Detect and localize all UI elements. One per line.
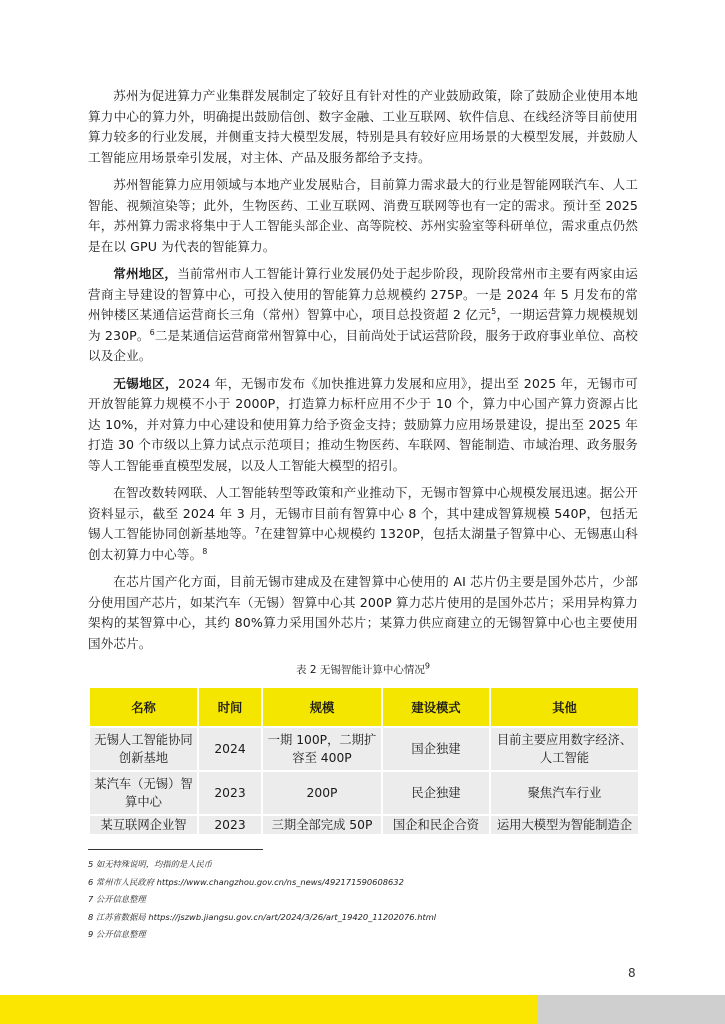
body-paragraph xyxy=(88,483,638,565)
region-heading: 无锡地区， xyxy=(113,375,178,391)
table-caption xyxy=(88,662,638,677)
paragraph-text: 二是某通信运营商常州智算中心，目前尚处于试运营阶段，服务于政府事业单位、高校以及企业。 xyxy=(88,327,638,363)
body-paragraphs xyxy=(88,86,638,654)
table-cell: 无锡人工智能协同创新基地 xyxy=(89,727,198,771)
body-paragraph xyxy=(88,374,638,477)
table-cell: 一期 100P，二期扩容至 400P xyxy=(262,727,382,771)
footnote: 5 如无特殊说明，均指的是人民币 xyxy=(88,859,213,869)
footnote: 7 公开信息整理 xyxy=(88,894,146,904)
table-cell: 国企独建 xyxy=(382,727,490,771)
paragraph-text: 当前常州市人工智能计算行业发展仍处于起步阶段，现阶段常州市主要有两家由运营商主导建设的智算中心，可投入使用的智能算力总规模约 275P。一是 2024 年 5 月发布的常州钟楼区某通信运营商长三角（常州）智算中心，项目总投资超 2 亿元 xyxy=(88,266,638,322)
paragraph-text: 2024 年，无锡市发布《加快推进算力发展和应用》，提出至 2025 年，无锡市可开放智能算力规模不小于 2000P，打造算力标杆应用不少于 10 个，算力中心国产算力资源占比达 10%，并对算力中心建设和使用算力给予资金支持；鼓励算力应用场景建设，提出至 2025 年打造 30 个市级以上算力试点示范项目；推动生物医药、车联网、智能制造、市域治理、政务服务等人工智能垂直模型发展，以及人工智能大模型的招引。 xyxy=(88,375,639,473)
table-header-row xyxy=(89,687,639,727)
footer-band-yellow xyxy=(0,995,538,1024)
table-cell: 200P xyxy=(262,771,382,815)
footnote: 9 公开信息整理 xyxy=(88,929,146,939)
table-header-cell: 时间 xyxy=(198,687,262,727)
footnote-ref: 8 xyxy=(202,546,208,556)
page-number: 8 xyxy=(628,966,636,980)
paragraph-text: 在芯片国产化方面，目前无锡市建成及在建智算中心使用的 AI 芯片仍主要是国外芯片，少部分使用国产芯片，如某汽车（无锡）智算中心其 200P 算力芯片使用的是国外芯片；采用异构算力架构的某智算中心，其约 80%算力采用国外芯片；某算力供应商建立的无锡智算中心也主要使用国外芯片。 xyxy=(88,574,638,651)
footnote-ref: 6 xyxy=(149,327,155,337)
table-header-cell: 规模 xyxy=(262,687,382,727)
paragraph-text: 在智改数转网联、人工智能转型等政策和产业推动下，无锡市智算中心规模发展迅速。据公开资料显示，截至 2024 年 3 月，无锡市目前有智算中心 8 个，其中建成智算规模 540P，包括无锡人工智能协同创新基地等。 xyxy=(88,485,638,541)
table-header-cell: 名称 xyxy=(89,687,198,727)
table-cell: 聚焦汽车行业 xyxy=(490,771,639,815)
table-row xyxy=(89,815,639,835)
table-cell: 2023 xyxy=(198,815,262,835)
table-header-cell: 建设模式 xyxy=(382,687,490,727)
table-caption-footnote-ref: 9 xyxy=(424,661,430,671)
table-cell: 运用大模型为智能制造企 xyxy=(490,815,639,835)
footnote: 6 常州市人民政府 https://www.changzhou.gov.cn/ns_news/492171590608632 xyxy=(88,876,404,887)
table-cell: 三期全部完成 50P xyxy=(262,815,382,835)
body-paragraph xyxy=(88,86,638,168)
table-cell: 某汽车（无锡）智算中心 xyxy=(89,771,198,815)
table-row xyxy=(89,771,639,815)
footnote-divider xyxy=(88,849,263,850)
footer-band-gray xyxy=(538,995,725,1024)
table-cell: 国企和民企合资 xyxy=(382,815,490,835)
table-cell: 2023 xyxy=(198,771,262,815)
table-cell: 目前主要应用数字经济、人工智能 xyxy=(490,727,639,771)
table-cell: 民企独建 xyxy=(382,771,490,815)
footnote-ref: 7 xyxy=(254,525,260,535)
region-heading: 常州地区， xyxy=(113,266,178,281)
document-body xyxy=(88,86,638,836)
table-cell: 某互联网企业智 xyxy=(89,815,198,835)
paragraph-text: 在建智算中心规模约 1320P，包括太湖量子智算中心、无锡惠山科创太初算力中心等。 xyxy=(88,526,638,562)
body-paragraph xyxy=(88,264,638,367)
body-paragraph xyxy=(88,175,638,257)
table-header-cell: 其他 xyxy=(490,687,639,727)
paragraph-text: 苏州智能算力应用领域与本地产业发展贴合，目前算力需求最大的行业是智能网联汽车、人工智能、视频渲染等；此外，生物医药、工业互联网、消费互联网等也有一定的需求。预计至 2025 年，苏州算力需求将集中于人工智能头部企业、高等院校、苏州实验室等科研单位，需求重点仍然是在以 GPU 为代表的智能算力。 xyxy=(88,177,638,254)
paragraph-text: 苏州为促进算力产业集群发展制定了较好且有针对性的产业鼓励政策，除了鼓励企业使用本地算力中心的算力外，明确提出鼓励信创、数字金融、工业互联网、软件信息、在线经济等目前使用算力较多的行业发展，并侧重支持大模型发展，特别是具有较好应用场景的大模型发展，并鼓励人工智能应用场景牵引发展，对主体、产品及服务都给予支持。 xyxy=(88,88,638,165)
body-paragraph xyxy=(88,572,638,654)
paragraph-text: ，一期运营算力规模规划为 230P。 xyxy=(88,307,638,343)
wuxi-computing-center-table xyxy=(88,686,640,836)
table-caption-text: 表 2 无锡智能计算中心情况 xyxy=(296,664,425,676)
table-row xyxy=(89,727,639,771)
footnote-ref: 5 xyxy=(491,306,497,316)
footnotes xyxy=(88,856,648,944)
footnote: 8 江苏省数据局 https://jszwb.jiangsu.gov.cn/art/2024/3/26/art_19420_11202076.html xyxy=(88,911,437,922)
table-cell: 2024 xyxy=(198,727,262,771)
